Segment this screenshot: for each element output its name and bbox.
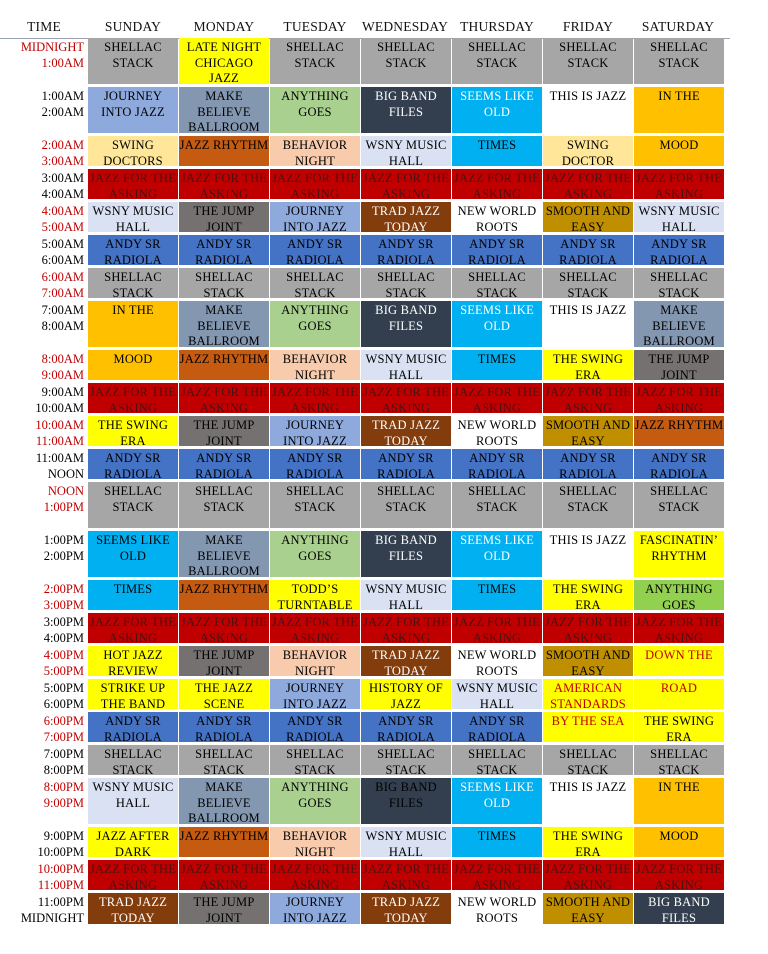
program-cell: MAKE BELIEVE BALLROOM	[634, 301, 724, 347]
program-cell: SHELLAC STACK	[634, 745, 724, 775]
program-cell: ANDY SR RADIOLA	[634, 449, 724, 479]
program-cell: JAZZ RHYTHM	[179, 136, 269, 166]
program-cell: SHELLAC STACK	[88, 482, 178, 528]
program-cell: NEW WORLD ROOTS	[452, 646, 542, 676]
program-cell: SEEMS LIKE OLD	[88, 531, 178, 577]
program-cell: SHELLAC STACK	[88, 268, 178, 298]
header-sunday: SUNDAY	[104, 19, 162, 34]
time-label: 1:00AM 2:00AM	[41, 89, 84, 119]
program-cell: WSNY MUSIC HALL	[361, 827, 451, 857]
program-cell: JAZZ FOR THE ASKING	[453, 171, 541, 199]
time-label: 1:00PM 2:00PM	[43, 533, 84, 563]
program-cell: JAZZ FOR THE ASKING	[89, 615, 177, 643]
program-cell: ANYTHING GOES	[270, 531, 360, 577]
program-cell: SMOOTH AND EASY	[543, 646, 633, 676]
header-wednesday: WEDNESDAY	[361, 19, 449, 34]
program-cell: JAZZ FOR THE ASKING	[362, 862, 450, 890]
program-cell: SHELLAC STACK	[361, 482, 451, 528]
program-cell: SHELLAC STACK	[543, 38, 633, 84]
program-cell: SHELLAC STACK	[270, 268, 360, 298]
program-cell: ANDY SR RADIOLA	[88, 712, 178, 742]
program-cell: JAZZ FOR THE ASKING	[362, 171, 450, 199]
program-cell: BY THE SEA	[543, 712, 633, 742]
program-cell: ANDY SR RADIOLA	[270, 712, 360, 742]
program-cell: THE SWING ERA	[543, 827, 633, 857]
program-cell: WSNY MUSIC HALL	[88, 778, 178, 824]
program-cell: ANDY SR RADIOLA	[361, 449, 451, 479]
program-cell: ANDY SR RADIOLA	[543, 235, 633, 265]
time-label: 3:00PM 4:00PM	[43, 615, 84, 645]
program-cell: ANDY SR RADIOLA	[361, 712, 451, 742]
program-cell: JAZZ FOR THE ASKING	[544, 171, 632, 199]
program-cell: ANDY SR RADIOLA	[452, 712, 542, 742]
time-label: 11:00AM NOON	[35, 451, 84, 481]
program-cell: THE SWING ERA	[634, 712, 724, 742]
program-cell: SHELLAC STACK	[452, 38, 542, 84]
program-cell: SEEMS LIKE OLD	[452, 778, 542, 824]
program-cell: TIMES	[88, 580, 178, 610]
program-cell: FASCINATIN’ RHYTHM	[634, 531, 724, 577]
program-cell: LATE NIGHT CHICAGO JAZZ	[179, 38, 269, 84]
program-cell: TIMES	[452, 350, 542, 380]
header-saturday: SATURDAY	[641, 19, 715, 34]
program-cell: TODD’S TURNTABLE	[270, 580, 360, 610]
program-cell: SEEMS LIKE OLD	[452, 87, 542, 133]
program-cell: WSNY MUSIC HALL	[88, 202, 178, 232]
program-cell: JAZZ FOR THE ASKING	[544, 862, 632, 890]
program-cell: JAZZ FOR THE ASKING	[362, 615, 450, 643]
program-cell: JAZZ FOR THE ASKING	[89, 171, 177, 199]
program-cell: SHELLAC STACK	[543, 268, 633, 298]
program-cell: SEEMS LIKE OLD	[452, 531, 542, 577]
time-label: 5:00AM 6:00AM	[41, 237, 84, 267]
program-cell: TRAD JAZZ TODAY	[361, 646, 451, 676]
program-cell: THE JUMP JOINT	[179, 893, 269, 924]
program-cell: JAZZ FOR THE ASKING	[362, 385, 450, 413]
program-cell: HOT JAZZ REVIEW	[88, 646, 178, 676]
program-cell: ANYTHING GOES	[270, 778, 360, 824]
time-label: 11:00PM MIDNIGHT	[20, 895, 84, 925]
program-cell: ANDY SR RADIOLA	[452, 449, 542, 479]
program-cell: JAZZ FOR THE ASKING	[544, 385, 632, 413]
program-cell: JAZZ FOR THE ASKING	[271, 385, 359, 413]
program-cell: BEHAVIOR NIGHT	[270, 646, 360, 676]
program-cell: TRAD JAZZ TODAY	[361, 893, 451, 924]
program-cell: THIS IS JAZZ	[543, 531, 633, 577]
program-cell: SHELLAC STACK	[361, 38, 451, 84]
program-cell: JAZZ FOR THE ASKING	[453, 385, 541, 413]
program-cell: SHELLAC STACK	[270, 482, 360, 528]
program-cell: WSNY MUSIC HALL	[452, 679, 542, 709]
program-cell: ANDY SR RADIOLA	[179, 449, 269, 479]
program-cell: WSNY MUSIC HALL	[361, 350, 451, 380]
program-cell: SWING DOCTOR	[543, 136, 633, 166]
program-cell: THE JUMP JOINT	[179, 646, 269, 676]
program-cell: JOURNEY INTO JAZZ	[88, 87, 178, 133]
program-cell: DOWN THE	[634, 646, 724, 676]
program-cell: ROAD	[634, 679, 724, 709]
time-label: MIDNIGHT 1:00AM	[20, 40, 84, 70]
program-cell: SEEMS LIKE OLD	[452, 301, 542, 347]
header-tuesday: TUESDAY	[283, 19, 347, 34]
program-cell: SHELLAC STACK	[88, 38, 178, 84]
time-label: 3:00AM 4:00AM	[41, 171, 84, 201]
program-cell: JAZZ FOR THE ASKING	[89, 385, 177, 413]
program-cell: NEW WORLD ROOTS	[452, 202, 542, 232]
program-cell: IN THE	[634, 778, 724, 824]
program-cell: JAZZ FOR THE ASKING	[271, 615, 359, 643]
time-label: 4:00PM 5:00PM	[43, 648, 84, 678]
program-cell: JOURNEY INTO JAZZ	[270, 893, 360, 924]
program-cell: JOURNEY INTO JAZZ	[270, 679, 360, 709]
program-cell: BIG BAND FILES	[634, 893, 724, 924]
program-cell: AMERICAN STANDARDS	[543, 679, 633, 709]
program-cell: ANDY SR RADIOLA	[361, 235, 451, 265]
program-cell: JAZZ RHYTHM	[179, 350, 269, 380]
program-cell: ANDY SR RADIOLA	[634, 235, 724, 265]
header-thursday: THURSDAY	[460, 19, 534, 34]
program-cell: THIS IS JAZZ	[543, 87, 633, 133]
program-cell: ANDY SR RADIOLA	[270, 449, 360, 479]
program-cell: TIMES	[452, 827, 542, 857]
program-cell: SHELLAC STACK	[179, 745, 269, 775]
program-cell: THE JAZZ SCENE	[179, 679, 269, 709]
program-cell: JAZZ RHYTHM	[179, 827, 269, 857]
time-label: 7:00AM 8:00AM	[41, 303, 84, 333]
program-cell: SHELLAC STACK	[270, 38, 360, 84]
program-cell: ANYTHING GOES	[634, 580, 724, 610]
program-cell: JAZZ FOR THE ASKING	[180, 171, 268, 199]
program-cell: MOOD	[634, 827, 724, 857]
program-cell: BEHAVIOR NIGHT	[270, 136, 360, 166]
program-cell: ANDY SR RADIOLA	[179, 235, 269, 265]
program-cell: MOOD	[88, 350, 178, 380]
time-label: 6:00AM 7:00AM	[41, 270, 84, 300]
program-cell: SHELLAC STACK	[270, 745, 360, 775]
time-label: 7:00PM 8:00PM	[43, 747, 84, 777]
program-cell: WSNY MUSIC HALL	[634, 202, 724, 232]
header-friday: FRIDAY	[562, 19, 614, 34]
program-cell: NEW WORLD ROOTS	[452, 416, 542, 446]
program-cell: IN THE	[88, 301, 178, 347]
program-cell: THIS IS JAZZ	[543, 778, 633, 824]
program-cell: WSNY MUSIC HALL	[361, 136, 451, 166]
program-cell: ANDY SR RADIOLA	[270, 235, 360, 265]
program-cell: THE SWING ERA	[88, 416, 178, 446]
program-cell: JAZZ FOR THE ASKING	[635, 615, 723, 643]
program-cell: SHELLAC STACK	[452, 268, 542, 298]
program-cell: SHELLAC STACK	[634, 268, 724, 298]
program-cell: BEHAVIOR NIGHT	[270, 350, 360, 380]
program-cell: SHELLAC STACK	[543, 482, 633, 528]
program-cell: THE JUMP JOINT	[179, 416, 269, 446]
time-label: 10:00AM 11:00AM	[35, 418, 84, 448]
time-label: 4:00AM 5:00AM	[41, 204, 84, 234]
program-cell: BIG BAND FILES	[361, 531, 451, 577]
program-cell: SHELLAC STACK	[452, 745, 542, 775]
program-cell: MAKE BELIEVE BALLROOM	[179, 87, 269, 133]
program-cell: BEHAVIOR NIGHT	[270, 827, 360, 857]
time-label: 9:00AM 10:00AM	[35, 385, 84, 415]
program-cell: BIG BAND FILES	[361, 87, 451, 133]
time-label: 8:00PM 9:00PM	[43, 780, 84, 810]
program-cell: ANYTHING GOES	[270, 301, 360, 347]
program-cell: SHELLAC STACK	[179, 268, 269, 298]
program-cell: BIG BAND FILES	[361, 778, 451, 824]
program-cell: JAZZ RHYTHM	[179, 580, 269, 610]
program-cell: ANYTHING GOES	[270, 87, 360, 133]
program-cell: JAZZ FOR THE ASKING	[271, 862, 359, 890]
program-cell: JAZZ FOR THE ASKING	[635, 385, 723, 413]
time-label: 8:00AM 9:00AM	[41, 352, 84, 382]
program-cell: ANDY SR RADIOLA	[88, 449, 178, 479]
header-time: TIME	[27, 19, 61, 34]
program-cell: SHELLAC STACK	[634, 38, 724, 84]
program-cell: JAZZ FOR THE ASKING	[544, 615, 632, 643]
program-cell: TIMES	[452, 580, 542, 610]
program-cell: SMOOTH AND EASY	[543, 202, 633, 232]
time-label: 5:00PM 6:00PM	[43, 681, 84, 711]
program-cell: TRAD JAZZ TODAY	[361, 416, 451, 446]
program-cell: MOOD	[634, 136, 724, 166]
program-cell: JAZZ FOR THE ASKING	[635, 862, 723, 890]
program-cell: MAKE BELIEVE BALLROOM	[179, 531, 269, 577]
program-cell: JOURNEY INTO JAZZ	[270, 416, 360, 446]
program-cell: SHELLAC STACK	[88, 745, 178, 775]
program-cell: JAZZ FOR THE ASKING	[453, 862, 541, 890]
program-cell: ANDY SR RADIOLA	[452, 235, 542, 265]
program-cell: SMOOTH AND EASY	[543, 416, 633, 446]
program-cell: THE JUMP JOINT	[179, 202, 269, 232]
program-cell: JAZZ RHYTHM	[634, 416, 724, 446]
program-cell: JAZZ FOR THE ASKING	[271, 171, 359, 199]
time-label: 10:00PM 11:00PM	[37, 862, 84, 892]
program-cell: THE SWING ERA	[543, 580, 633, 610]
time-label: 6:00PM 7:00PM	[43, 714, 84, 744]
program-cell: THE JUMP JOINT	[634, 350, 724, 380]
program-cell: SHELLAC STACK	[361, 745, 451, 775]
program-cell: ANDY SR RADIOLA	[179, 712, 269, 742]
program-cell: THIS IS JAZZ	[543, 301, 633, 347]
program-cell: JAZZ AFTER DARK	[88, 827, 178, 857]
program-cell: JAZZ FOR THE ASKING	[635, 171, 723, 199]
program-cell: HISTORY OF JAZZ	[361, 679, 451, 709]
time-label: NOON 1:00PM	[43, 484, 84, 514]
program-cell: SMOOTH AND EASY	[543, 893, 633, 924]
program-cell: JAZZ FOR THE ASKING	[180, 615, 268, 643]
program-cell: JAZZ FOR THE ASKING	[89, 862, 177, 890]
program-cell: STRIKE UP THE BAND	[88, 679, 178, 709]
program-cell: JAZZ FOR THE ASKING	[453, 615, 541, 643]
program-cell: SHELLAC STACK	[179, 482, 269, 528]
program-cell: JOURNEY INTO JAZZ	[270, 202, 360, 232]
program-cell: SHELLAC STACK	[361, 268, 451, 298]
program-cell: SWING DOCTORS	[88, 136, 178, 166]
program-cell: WSNY MUSIC HALL	[361, 580, 451, 610]
time-label: 2:00PM 3:00PM	[43, 582, 84, 612]
program-cell: THE SWING ERA	[543, 350, 633, 380]
program-cell: TRAD JAZZ TODAY	[361, 202, 451, 232]
program-cell: IN THE	[634, 87, 724, 133]
program-cell: MAKE BELIEVE BALLROOM	[179, 778, 269, 824]
program-cell: TIMES	[452, 136, 542, 166]
time-label: 9:00PM 10:00PM	[37, 829, 84, 859]
program-cell: SHELLAC STACK	[543, 745, 633, 775]
program-cell: ANDY SR RADIOLA	[543, 449, 633, 479]
program-cell: ANDY SR RADIOLA	[88, 235, 178, 265]
program-cell: NEW WORLD ROOTS	[452, 893, 542, 924]
program-cell: SHELLAC STACK	[452, 482, 542, 528]
program-cell: BIG BAND FILES	[361, 301, 451, 347]
header-monday: MONDAY	[193, 19, 255, 34]
program-cell: JAZZ FOR THE ASKING	[180, 862, 268, 890]
time-label: 2:00AM 3:00AM	[41, 138, 84, 168]
program-cell: MAKE BELIEVE BALLROOM	[179, 301, 269, 347]
program-cell: JAZZ FOR THE ASKING	[180, 385, 268, 413]
program-cell: SHELLAC STACK	[634, 482, 724, 528]
program-cell: TRAD JAZZ TODAY	[88, 893, 178, 924]
